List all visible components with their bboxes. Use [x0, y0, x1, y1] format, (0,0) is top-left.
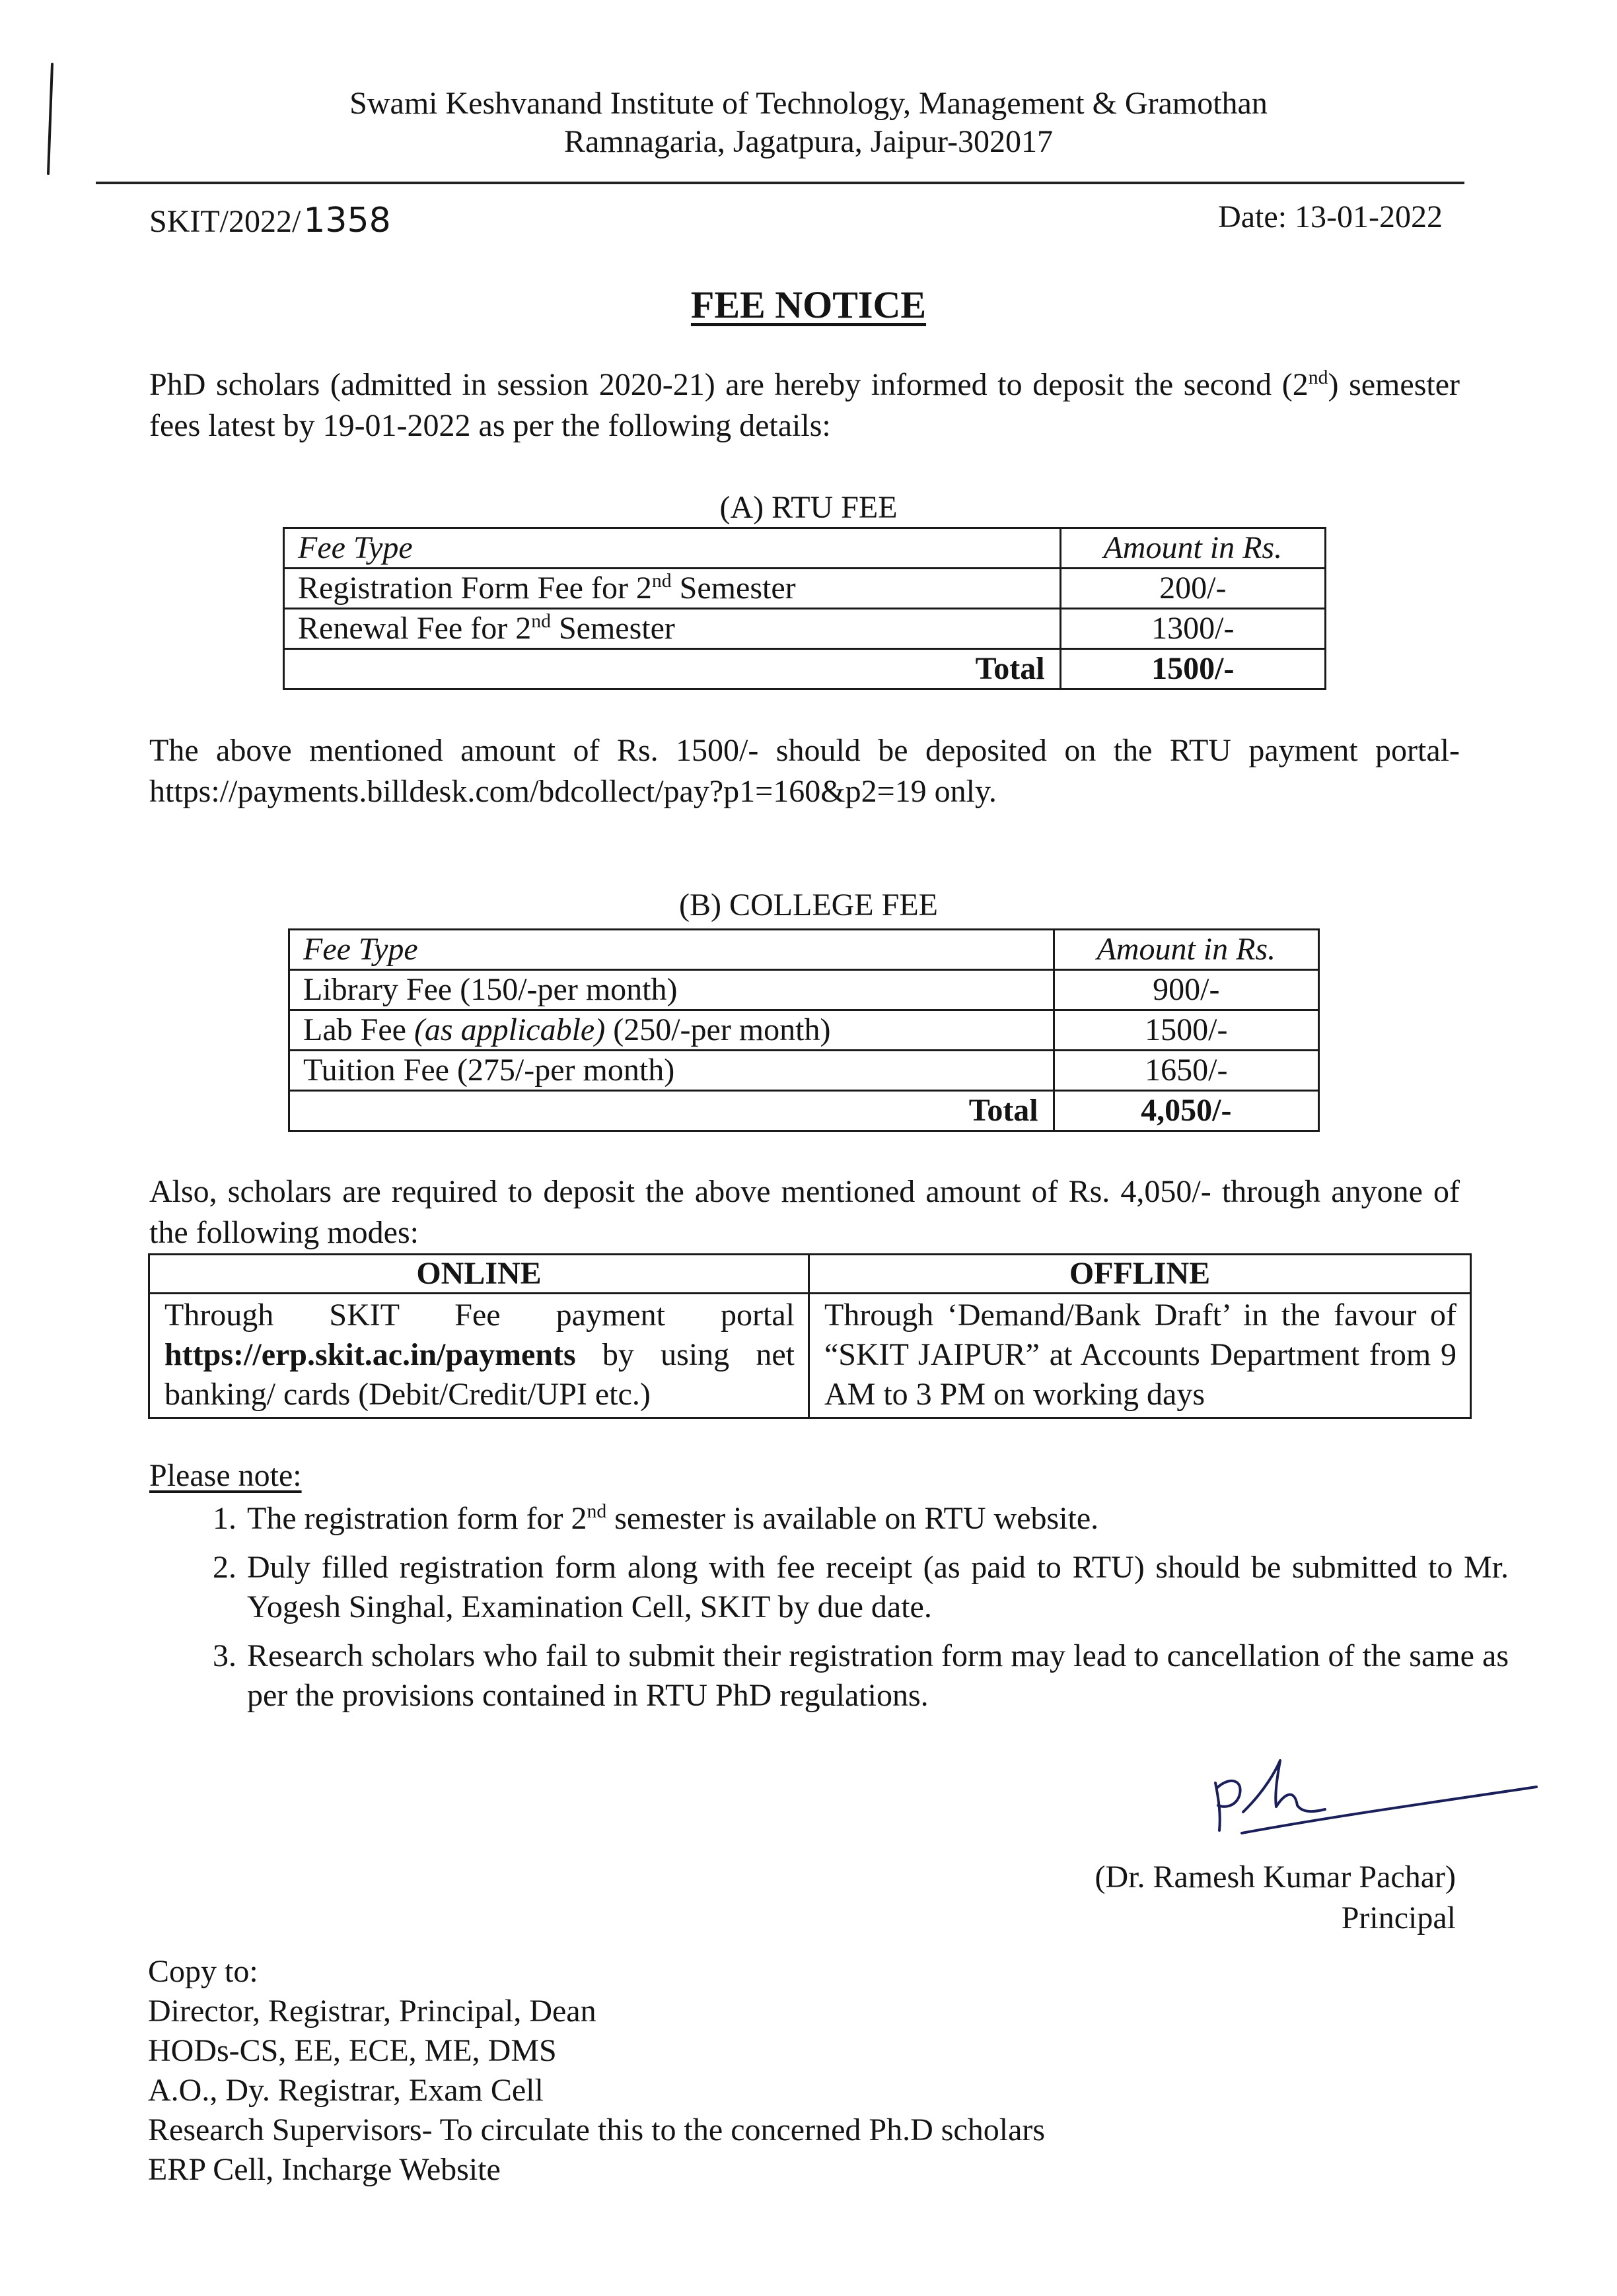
fee-type-cell: Renewal Fee for 2nd Semester: [284, 609, 1061, 649]
list-item: A.O., Dy. Registrar, Exam Cell: [148, 2073, 544, 2108]
fee-type-cell: Tuition Fee (275/-per month): [289, 1051, 1054, 1091]
table-header-row: [289, 930, 1319, 970]
fee-type-cell: Library Fee (150/-per month): [289, 970, 1054, 1010]
fee-type-cell: Registration Form Fee for 2nd Semester: [284, 569, 1061, 609]
online-header: ONLINE: [149, 1255, 809, 1294]
list-item: 3. Research scholars who fail to submit their registration form may lead to cancellation of the same as per the provisions contained in RTU PhD regulations.: [244, 1636, 1509, 1716]
rtu-payment-portal-paragraph: The above mentioned amount of Rs. 1500/- should be deposited on the RTU payment portal- https://payments.billdesk.com/bdcollect/pay?p1=160&p2=19 only.: [149, 733, 1460, 809]
college-fee-caption: (B) COLLEGE FEE: [679, 887, 938, 922]
amount-cell: 900/-: [1054, 970, 1318, 1010]
reference-prefix: SKIT/2022/: [149, 204, 301, 239]
total-row: [284, 649, 1326, 689]
handwritten-reference-number: 1358: [303, 201, 391, 240]
total-amount: 1500/-: [1060, 649, 1325, 689]
amount-cell: 200/-: [1060, 569, 1325, 609]
table-row: [284, 569, 1326, 609]
online-mode-cell: Through SKIT Fee payment portal https://erp.skit.ac.in/payments by using net banking/ cards (Debit/Credit/UPI etc.): [149, 1294, 809, 1418]
rtu-fee-caption: (A) RTU FEE: [719, 490, 898, 525]
college-fee-table: [288, 928, 1320, 1132]
amount-cell: 1500/-: [1054, 1010, 1318, 1051]
amount-header: Amount in Rs.: [1054, 930, 1318, 970]
notes-heading: Please note:: [149, 1458, 302, 1493]
list-item: 1. The registration form for 2nd semester is available on RTU website.: [244, 1499, 1509, 1539]
table-header-row: [149, 1255, 1471, 1294]
total-amount: 4,050/-: [1054, 1091, 1318, 1131]
rtu-fee-table: [283, 527, 1326, 690]
table-row: [289, 970, 1319, 1010]
signatory-name: (Dr. Ramesh Kumar Pachar): [1095, 1860, 1456, 1895]
institute-address: Ramnagaria, Jagatpura, Jaipur-302017: [563, 124, 1054, 159]
total-row: [289, 1091, 1319, 1131]
reference-number: [149, 201, 391, 241]
table-row: [284, 609, 1326, 649]
fee-type-header: Fee Type: [289, 930, 1054, 970]
fee-type-cell: Lab Fee (as applicable) (250/-per month): [289, 1010, 1054, 1051]
erp-payment-link: https://erp.skit.ac.in/payments: [164, 1337, 576, 1372]
amount-cell: 1300/-: [1060, 609, 1325, 649]
table-row: [289, 1010, 1319, 1051]
notice-title: FEE NOTICE: [690, 283, 927, 326]
table-row: [149, 1294, 1471, 1418]
list-item: HODs-CS, EE, ECE, ME, DMS: [148, 2033, 557, 2068]
total-label: Total: [284, 649, 1061, 689]
list-item: Director, Registrar, Principal, Dean: [148, 1994, 596, 2029]
signatory-designation: Principal: [1341, 1900, 1456, 1935]
notes-list: [196, 1499, 1509, 1725]
intro-superscript: nd: [1308, 366, 1328, 388]
table-header-row: [284, 528, 1326, 569]
amount-cell: 1650/-: [1054, 1051, 1318, 1091]
copy-to-label: Copy to:: [148, 1954, 258, 1989]
principal-signature: [1202, 1750, 1546, 1849]
intro-paragraph: [149, 365, 1460, 446]
header-divider: [96, 182, 1464, 184]
intro-text-start: PhD scholars (admitted in session 2020-21) are hereby informed to deposit the second (2: [149, 367, 1309, 402]
copy-to-list: [148, 1992, 1045, 2190]
list-item: 2. Duly filled registration form along with fee receipt (as paid to RTU) should be submitted to Mr. Yogesh Singhal, Examination Cell, SKIT by due date.: [244, 1548, 1509, 1627]
offline-header: OFFLINE: [809, 1255, 1471, 1294]
payment-modes-table: [148, 1253, 1472, 1419]
notice-date: Date: 13-01-2022: [1218, 199, 1443, 234]
total-label: Total: [289, 1091, 1054, 1131]
amount-header: Amount in Rs.: [1060, 528, 1325, 569]
intro-text-end: ) semester fees latest by 19-01-2022 as per the following details:: [149, 367, 1460, 443]
list-item: ERP Cell, Incharge Website: [148, 2152, 501, 2187]
institute-name: Swami Keshvanand Institute of Technology, Management & Gramothan: [349, 86, 1268, 121]
offline-mode-cell: Through ‘Demand/Bank Draft’ in the favour of “SKIT JAIPUR” at Accounts Department from 9 AM to 3 PM on working days: [809, 1294, 1471, 1418]
table-row: [289, 1051, 1319, 1091]
list-item: Research Supervisors- To circulate this to the concerned Ph.D scholars: [148, 2112, 1046, 2147]
payment-modes-paragraph: Also, scholars are required to deposit the above mentioned amount of Rs. 4,050/- through anyone of the following modes:: [149, 1174, 1460, 1250]
fee-type-header: Fee Type: [284, 528, 1061, 569]
